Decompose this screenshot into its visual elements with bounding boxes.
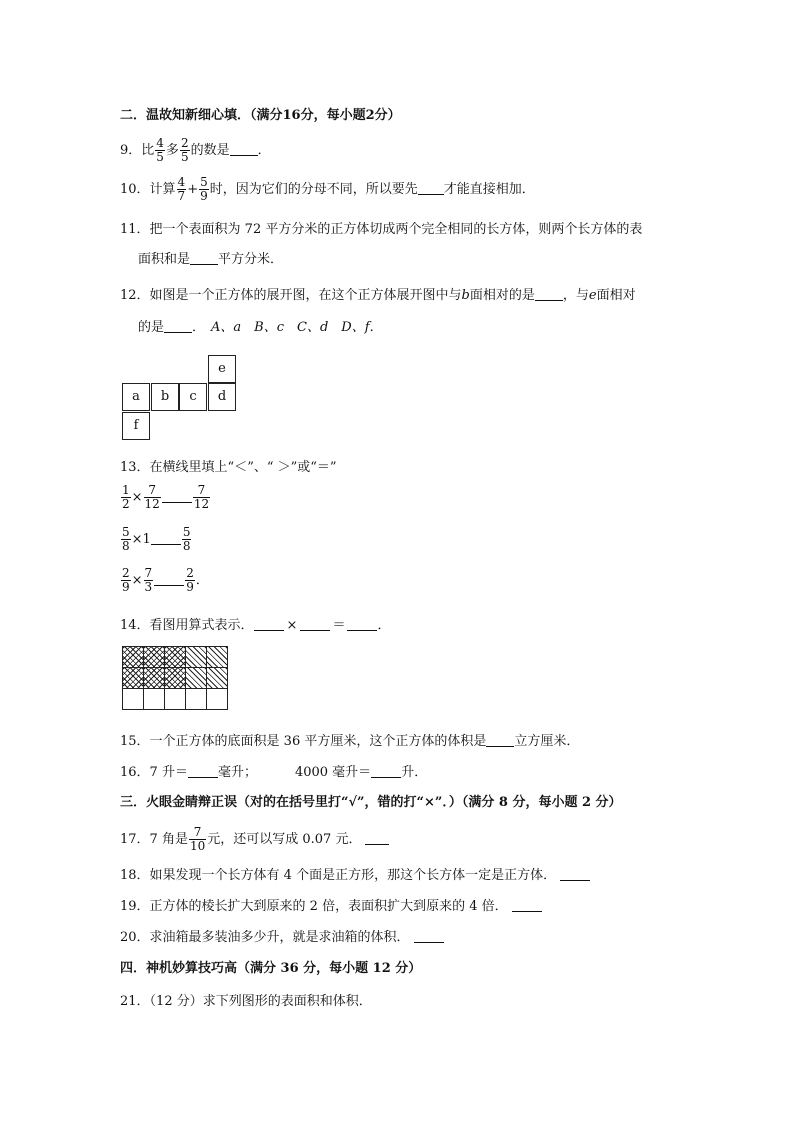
net-cell-e: e xyxy=(208,355,236,383)
q13-row-2-blank[interactable] xyxy=(151,531,181,545)
question-10: 10．计算 $\frac{4}{7}$ + $\frac{5}{9}$ 时，因为它们的分母不同，所以要先 才能直接相加． xyxy=(120,175,535,203)
q12-options: A、a B、c C、d D、f． xyxy=(211,320,383,335)
q16-answer-blank-1[interactable] xyxy=(188,764,218,778)
q10-answer-blank[interactable] xyxy=(418,181,444,195)
question-18: 18．如果发现一个长方体有 4 个面是正方形，那这个长方体一定是正方体． xyxy=(120,864,590,883)
q15-answer-blank[interactable] xyxy=(486,733,514,747)
grid-cell xyxy=(143,646,165,668)
grid-cell xyxy=(185,667,207,689)
grid-cell xyxy=(164,667,186,689)
grid-cell xyxy=(206,646,228,668)
question-15: 15．一个正方体的底面积是 36 平方厘米，这个正方体的体积是 立方厘米． xyxy=(120,734,580,749)
grid-cell xyxy=(185,646,207,668)
section-4-title: 四．神机妙算技巧高（满分 36 分，每小题 12 分） xyxy=(120,961,422,976)
grid-cell xyxy=(122,667,144,689)
q9-answer-blank[interactable] xyxy=(230,142,258,156)
q9-fraction-1: $\frac{4}{5}$ xyxy=(156,136,164,164)
question-17: 17．7 角是 $\frac{7}{10}$ 元，还可以写成 0.07 元． xyxy=(120,826,389,853)
q9-fraction-2: $\frac{2}{5}$ xyxy=(180,136,189,164)
q9-prefix: 9．比 xyxy=(120,143,155,158)
q10-fraction-1: $\frac{4}{7}$ xyxy=(177,175,186,203)
section-2-title: 二．温故知新细心填．（满分16分，每小题2分） xyxy=(120,108,401,123)
q12-answer-blank-2[interactable] xyxy=(164,319,192,333)
grid-cell xyxy=(164,688,186,710)
question-16: 16．7 升＝ 毫升； 4000 毫升＝ 升． xyxy=(120,765,428,780)
q10-fraction-2: $\frac{5}{9}$ xyxy=(200,175,208,203)
q13-row-1: $\frac{1}{2}$ × $\frac{7}{12}$ $\frac{7}{12}$ xyxy=(122,483,210,511)
q13-row-2: $\frac{5}{8}$ ×1 $\frac{5}{8}$ xyxy=(122,525,191,553)
grid-cell xyxy=(143,667,165,689)
grid-cell xyxy=(206,688,228,710)
q13-row-1-blank[interactable] xyxy=(162,489,192,503)
q11-answer-blank[interactable] xyxy=(190,251,218,265)
q13-row-3: $\frac{2}{9}$ × $\frac{7}{3}$ $\frac{2}{9}$ ． xyxy=(122,566,209,594)
net-cell-c: c xyxy=(179,383,207,411)
question-19: 19．正方体的棱长扩大到原来的 2 倍，表面积扩大到原来的 4 倍． xyxy=(120,895,542,914)
q9-suffix: 的数是 xyxy=(190,143,230,158)
question-13-title: 13．在横线里填上“＜”、“ ＞”或“＝” xyxy=(120,460,337,475)
q18-answer-blank[interactable] xyxy=(560,867,590,881)
question-12-line-1: 12．如图是一个正方体的展开图，在这个正方体展开图中与b面相对的是 ，与e面相对 xyxy=(120,288,636,303)
question-9: 9．比 $\frac{4}{5}$ 多 $\frac{2}{5}$ 的数是 ． xyxy=(120,136,271,164)
q13-row-3-blank[interactable] xyxy=(154,572,184,586)
q9-mid: 多 xyxy=(165,143,179,158)
question-12-line-2: 的是 ． A、a B、c C、d D、f． xyxy=(138,320,383,335)
grid-cell xyxy=(164,646,186,668)
question-14: 14．看图用算式表示． × ＝ ． xyxy=(120,618,391,633)
q14-blank-1[interactable] xyxy=(254,617,284,631)
q14-blank-3[interactable] xyxy=(347,617,377,631)
grid-cell xyxy=(122,688,144,710)
section-3-title: 三．火眼金睛辩正误（对的在括号里打“√”，错的打“×”．）（满分 8 分，每小题 2 分） xyxy=(120,795,622,810)
q17-fraction: $\frac{7}{10}$ xyxy=(189,825,206,853)
q17-answer-blank[interactable] xyxy=(365,831,389,845)
question-11-line-2: 面积和是 平方分米． xyxy=(138,252,284,267)
q14-blank-2[interactable] xyxy=(300,617,330,631)
net-cell-a: a xyxy=(122,383,150,411)
question-21: 21．（12 分）求下列图形的表面积和体积． xyxy=(120,994,372,1009)
net-cell-d: d xyxy=(208,383,236,411)
q16-answer-blank-2[interactable] xyxy=(371,764,401,778)
question-11-line-1: 11．把一个表面积为 72 平方分米的正方体切成两个完全相同的长方体，则两个长方体的表 xyxy=(120,222,643,237)
grid-cell xyxy=(206,667,228,689)
q20-answer-blank[interactable] xyxy=(414,929,444,943)
net-cell-b: b xyxy=(151,383,179,411)
q12-answer-blank-1[interactable] xyxy=(535,287,563,301)
grid-cell xyxy=(122,646,144,668)
q19-answer-blank[interactable] xyxy=(512,898,542,912)
grid-cell xyxy=(143,688,165,710)
grid-cell xyxy=(185,688,207,710)
question-20: 20．求油箱最多装油多少升，就是求油箱的体积． xyxy=(120,926,444,945)
net-cell-f: f xyxy=(122,412,150,440)
